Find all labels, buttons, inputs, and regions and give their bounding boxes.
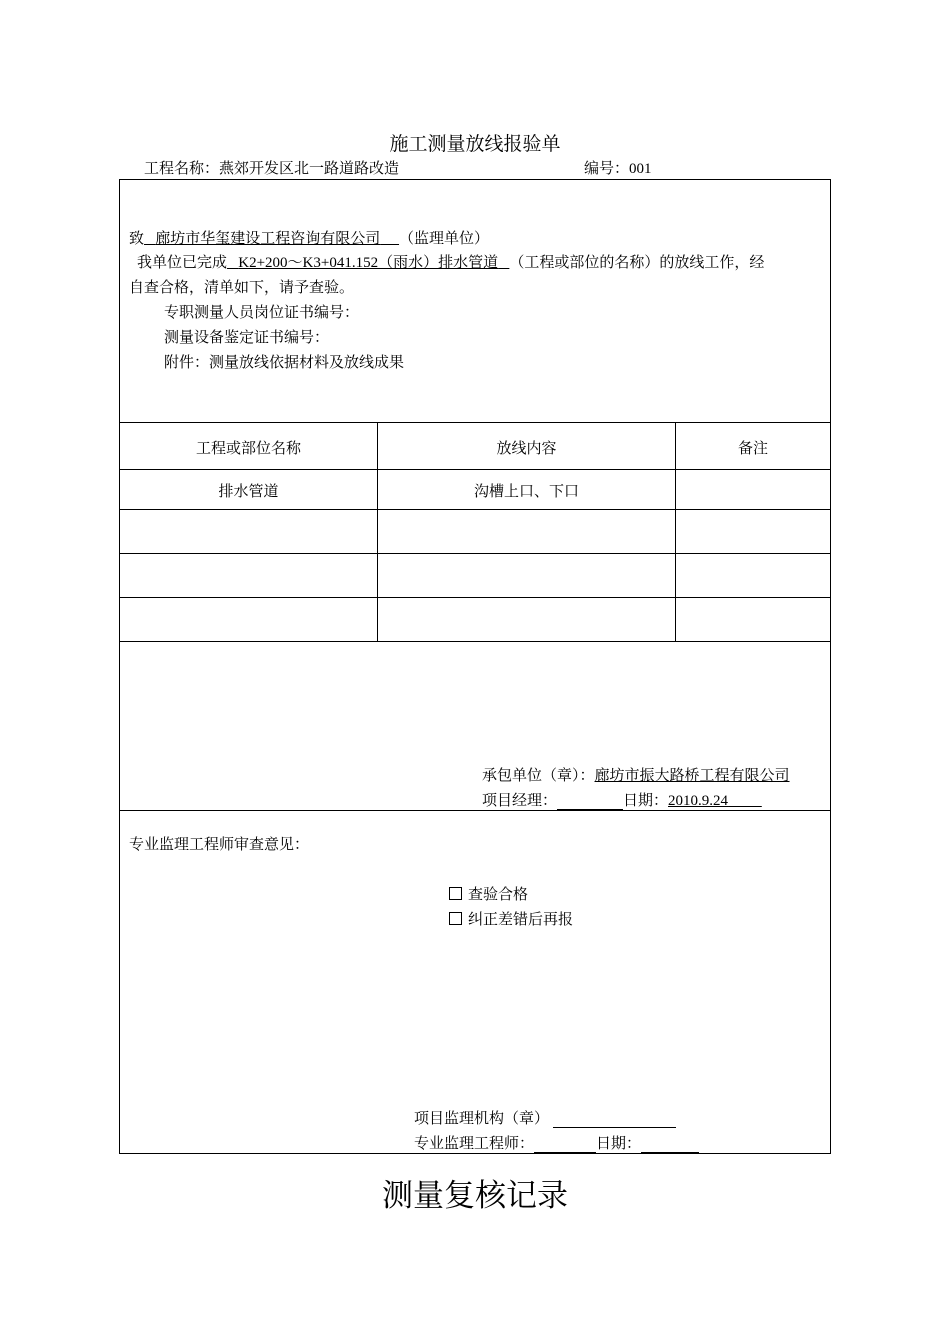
engineer-line xyxy=(414,1132,699,1153)
contractor-date-value: 2010.9.24 xyxy=(668,793,729,809)
rule xyxy=(119,641,831,642)
supervisor-suffix: （监理单位） xyxy=(399,231,490,247)
option-fix[interactable] xyxy=(449,908,573,929)
table-header-name: 工程或部位名称 xyxy=(195,441,301,457)
footer-title: 测量复核记录 xyxy=(382,1178,568,1214)
rule xyxy=(119,553,831,554)
project-label: 工程名称： xyxy=(144,161,220,177)
staff-cert-line: 专职测量人员岗位证书编号： xyxy=(164,305,360,321)
completed-suffix: （工程或部位的名称）的放线工作，经 xyxy=(509,255,765,271)
supervisor-company: 廊坊市华玺建设工程咨询有限公司 xyxy=(155,231,381,247)
number-value: 001 xyxy=(629,161,652,177)
contractor-unit-name: 廊坊市振大路桥工程有限公司 xyxy=(594,768,790,784)
completed-prefix: 我单位已完成 xyxy=(137,255,228,271)
completed-line xyxy=(137,251,764,272)
rule xyxy=(119,597,831,598)
addressee-line xyxy=(129,227,489,248)
doc-number-line xyxy=(584,157,652,178)
manager-signature-blank xyxy=(557,794,623,810)
equipment-cert-line: 测量设备鉴定证书编号： xyxy=(164,330,330,346)
attachment-line: 附件：测量放线依据材料及放线成果 xyxy=(164,355,405,371)
table-header-remark: 备注 xyxy=(737,441,768,457)
org-label: 项目监理机构（章） xyxy=(414,1111,550,1127)
manager-line xyxy=(482,789,762,810)
completed-item: K2+200～K3+041.152（雨水）排水管道 xyxy=(238,255,499,271)
rule xyxy=(119,509,831,510)
option-pass[interactable] xyxy=(449,883,528,904)
contractor-unit-line xyxy=(482,764,790,785)
review-heading: 专业监理工程师审查意见： xyxy=(129,837,310,853)
rule xyxy=(119,810,831,811)
contractor-unit-label: 承包单位（章）： xyxy=(482,768,595,784)
project-name-line xyxy=(144,157,399,178)
option-pass-label: 查验合格 xyxy=(468,887,529,903)
checkbox-icon[interactable] xyxy=(449,912,462,925)
rule xyxy=(119,422,831,423)
number-label: 编号： xyxy=(584,161,630,177)
table-cell: 沟槽上口、下口 xyxy=(473,484,579,500)
table-cell: 排水管道 xyxy=(218,484,279,500)
supervision-org-line xyxy=(414,1107,676,1128)
engineer-label: 专业监理工程师： xyxy=(414,1136,535,1152)
page-title: 施工测量放线报验单 xyxy=(389,133,561,155)
engineer-signature-blank xyxy=(534,1137,596,1153)
self-check-line: 自查合格，清单如下，请予查验。 xyxy=(129,280,355,296)
checkbox-icon[interactable] xyxy=(449,887,462,900)
table-header-content: 放线内容 xyxy=(496,441,557,457)
manager-label: 项目经理： xyxy=(482,793,558,809)
review-date-label: 日期： xyxy=(596,1136,642,1152)
rule xyxy=(119,469,831,470)
to-prefix: 致 xyxy=(129,231,145,247)
contractor-date-label: 日期： xyxy=(623,793,669,809)
option-fix-label: 纠正差错后再报 xyxy=(468,912,574,928)
org-seal-blank xyxy=(553,1112,676,1128)
project-name: 燕郊开发区北一路道路改造 xyxy=(219,161,400,177)
review-date-blank xyxy=(641,1137,699,1153)
